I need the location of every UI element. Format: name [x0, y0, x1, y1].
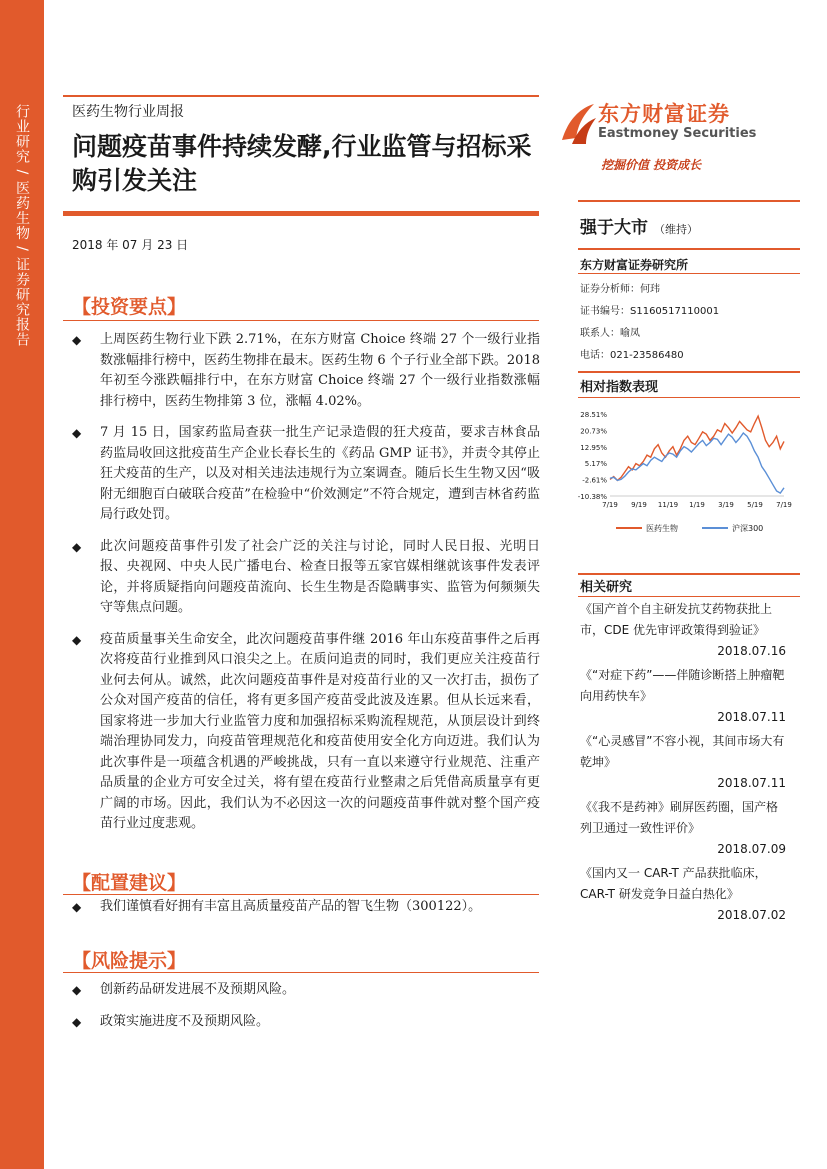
related-report-date: 2018.07.09	[717, 842, 786, 856]
related-report-link[interactable]: 《国产首个自主研发抗艾药物获批上市，CDE 优先审评政策得到验证》	[580, 602, 773, 637]
related-report-date: 2018.07.02	[717, 908, 786, 922]
diamond-bullet-icon: ◆	[72, 426, 82, 440]
sidebar-category-label: 行业研究 / 医药生物 / 证券研究报告	[14, 104, 30, 348]
related-report-date: 2018.07.11	[717, 710, 786, 724]
header-top-rule	[63, 95, 539, 97]
diamond-bullet-icon: ◆	[72, 983, 82, 997]
section-heading-investment-points: 【投资要点】	[72, 296, 187, 318]
series-line	[610, 416, 784, 480]
legend-label: 沪深300	[732, 524, 764, 533]
y-tick-label: -10.38%	[577, 493, 607, 501]
report-type: 医药生物行业周报	[72, 104, 184, 120]
allocation-list	[72, 897, 540, 918]
right-column-rule	[578, 200, 800, 202]
list-item	[72, 897, 540, 918]
right-column-rule	[578, 596, 800, 597]
related-report-link[interactable]: 《国内又一 CAR-T 产品获批临床，CAR-T 研发竞争日益白热化》	[580, 866, 767, 901]
institute-name: 东方财富证券研究所	[580, 258, 689, 272]
bullet-text: 创新药品研发进展不及预期风险。	[100, 982, 296, 997]
section-heading-risk: 【风险提示】	[72, 950, 187, 972]
x-tick-label: 7/19	[602, 501, 618, 509]
list-item	[580, 863, 786, 926]
bullet-text: 此次问题疫苗事件引发了社会广泛的关注与讨论，同时人民日报、光明日报、央视网、中央人民广播电台、检查日报等五家官媒相继就该事件发表评论，并将质疑指向问题疫苗流向、长生生物是否隐瞒事实、监管为何频频失守等焦点问题。	[100, 538, 540, 615]
related-report-link[interactable]: 《“对症下药”——伴随诊断搭上肿瘤靶向用药快车》	[580, 668, 785, 703]
brand-name-en: Eastmoney Securities	[598, 126, 757, 141]
diamond-bullet-icon: ◆	[72, 333, 82, 347]
y-tick-label: 28.51%	[580, 411, 607, 419]
investment-points-list	[72, 330, 540, 835]
report-date: 2018 年 07 月 23 日	[72, 238, 189, 252]
x-tick-label: 7/19	[776, 501, 792, 509]
diamond-bullet-icon: ◆	[72, 632, 82, 647]
section-rule	[63, 320, 539, 321]
x-tick-label: 1/19	[689, 501, 705, 509]
rating-label	[580, 213, 698, 238]
risk-list	[72, 980, 540, 1032]
right-column-rule	[578, 371, 800, 373]
related-research-list	[580, 599, 786, 929]
section-rule	[63, 894, 539, 895]
rating-note: （维持）	[654, 223, 698, 236]
phone-number: 电话：021-23586480	[580, 350, 684, 361]
related-report-link[interactable]: 《《我不是药神》刷屏医药圈，国产格列卫通过一致性评价》	[580, 800, 779, 835]
x-tick-label: 3/19	[718, 501, 734, 509]
chart-title: 相对指数表现	[580, 380, 659, 395]
bullet-text: 政策实施进度不及预期风险。	[100, 1013, 270, 1029]
x-tick-label: 11/19	[657, 501, 679, 509]
list-item	[580, 731, 786, 794]
bullet-text: 上周医药生物行业下跌 2.71%，在东方财富 Choice 终端 27 个一级行业指数涨幅排行榜中，医药生物排在最末。医药生物 6 个子行业全部下跌。2018 年初至今涨跌幅排行中，在东方财富 Choice 终端 27 个一级行业指数涨幅排行榜中，医药生物排第 3 位，涨幅 4.02%。	[100, 332, 540, 409]
page-title: 问题疫苗事件持续发酵,行业监管与招标采购引发关注	[72, 132, 532, 195]
y-tick-label: 12.95%	[580, 443, 607, 452]
list-item	[72, 423, 540, 526]
rating-value: 强于大市	[580, 218, 648, 238]
bullet-text: 疫苗质量事关生命安全，此次问题疫苗事件继 2016 年山东疫苗事件之后再次将疫苗行业推到风口浪尖之上。在质问追责的同时，我们更应关注疫苗行业何去何从。诚然，此次问题疫苗事件是对疫苗行业的又一次打击，损伤了公众对国产疫苗的信任，将有更多国产疫苗受此波及连累。但从长远来看，国家将进一步加大行业监管力度和加强招标采购流程规范，从顶层设计到终端治理协同发力，向疫苗管理规范化和疫苗使用安全化方向迈进。我们认为此次事件是一项蕴含机遇的严峻挑战，只有一直以来遵守行业规范、注重产品质量的企业方可安全过关，将有望在疫苗行业整肃之后凭借高质量享有更广阔的市场。因此，我们认为不必因这一次的问题疫苗事件就对整个国产疫苗行业过度悲观。	[100, 631, 540, 831]
right-column-rule	[578, 397, 800, 398]
related-report-date: 2018.07.16	[717, 644, 786, 658]
relative-index-chart	[574, 404, 800, 539]
related-research-title: 相关研究	[580, 580, 633, 595]
x-tick-label: 5/19	[747, 501, 763, 509]
related-report-date: 2018.07.11	[717, 776, 786, 790]
section-heading-allocation: 【配置建议】	[72, 872, 187, 894]
bullet-text: 我们谨慎看好拥有丰富且高质量疫苗产品的智飞生物（300122）。	[100, 899, 482, 914]
y-tick-label: 5.17%	[584, 460, 607, 469]
brand-name-cn: 东方财富证券	[598, 102, 730, 126]
y-tick-label: -2.61%	[582, 476, 607, 485]
list-item	[72, 537, 540, 619]
brand-slogan: 挖掘价值 投资成长	[601, 158, 702, 172]
right-column-rule	[578, 573, 800, 575]
sidebar-band	[0, 0, 44, 1169]
analyst-name: 证券分析师：何玮	[580, 284, 660, 295]
legend-label: 医药生物	[646, 524, 678, 533]
list-item	[580, 797, 786, 860]
contact-person: 联系人：喻凤	[580, 328, 640, 339]
section-rule	[63, 972, 539, 973]
list-item	[72, 330, 540, 412]
list-item	[72, 1012, 540, 1033]
certificate-number: 证书编号：S1160517110001	[580, 306, 720, 317]
diamond-bullet-icon: ◆	[72, 539, 82, 554]
right-column-rule	[578, 248, 800, 250]
y-tick-label: 20.73%	[580, 427, 607, 436]
bullet-text: 7 月 15 日，国家药监局查获一批生产记录造假的狂犬疫苗，要求吉林食品药监局收回这批疫苗生产企业长春长生的《药品 GMP 证书》，并责令其停止狂犬疫苗的生产，以及对相关违法违规行为立案调查。随后长生生物又因“吸附无细胞百白破联合疫苗”在检验中“价效测定”不符合规定，遭到吉林省药监局行政处罚。	[100, 425, 540, 522]
title-underline-bar	[63, 211, 539, 216]
diamond-bullet-icon: ◆	[72, 1014, 82, 1029]
list-item	[72, 630, 540, 835]
list-item	[580, 665, 786, 728]
related-report-link[interactable]: 《“心灵感冒”不容小视，其间市场大有乾坤》	[580, 734, 785, 769]
list-item	[72, 980, 540, 1001]
right-column-rule	[578, 273, 800, 274]
diamond-bullet-icon: ◆	[72, 900, 82, 914]
list-item	[580, 599, 786, 662]
x-tick-label: 9/19	[631, 501, 647, 509]
